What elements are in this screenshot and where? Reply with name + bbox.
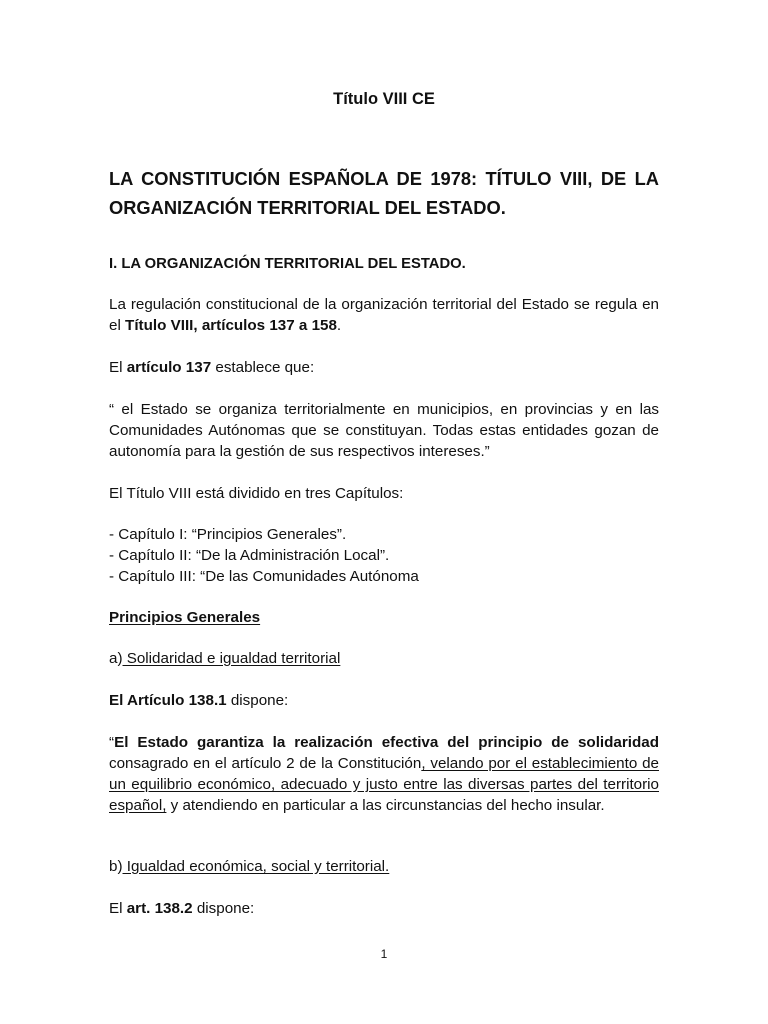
bold-span: El Estado garantiza la realización efectiva del principio de solidaridad — [114, 734, 659, 751]
quote-art1381 — [109, 732, 659, 816]
list-item: - Capítulo III: “De las Comunidades Autónoma — [109, 568, 419, 585]
paragraph-art137-intro — [109, 357, 659, 378]
paragraph-art1382 — [109, 898, 659, 919]
subheading-text: Principios Generales — [109, 609, 261, 626]
underlined-span: , velando por el establecimiento de un equilibrio económico, adecuado y justo entre las diversas partes del territorio español, — [109, 755, 659, 814]
text-span: El — [109, 359, 127, 376]
paragraph-art1381 — [109, 690, 659, 711]
quote-text: “ el Estado se organiza territorialmente en municipios, en provincias y en las Comunidades Autónomas que se constituyan. Todas estas entidades gozan de autonomía para la gestión de sus respectivos intereses.” — [109, 401, 659, 460]
text-span: . — [336, 317, 342, 334]
item-text: Solidaridad e igualdad territorial — [122, 650, 341, 667]
item-a — [109, 648, 659, 669]
bold-span: art. 138.2 — [126, 900, 193, 917]
text-span: La regulación constitucional de la organización territorial del Estado se regula en el — [109, 296, 659, 334]
text-span: establece que: — [211, 359, 315, 376]
bold-span: Título VIII, artículos 137 a 158 — [125, 317, 337, 334]
text-span: “ — [109, 734, 115, 751]
item-label: b) — [109, 858, 123, 875]
section-heading-text: I. LA ORGANIZACIÓN TERRITORIAL DEL ESTADO. — [109, 256, 466, 272]
item-b — [109, 856, 659, 877]
subheading-principios — [109, 607, 659, 628]
main-heading: LA CONSTITUCIÓN ESPAÑOLA DE 1978: TÍTULO VIII, DE LA ORGANIZACIÓN TERRITORIAL DEL ESTADO. — [109, 168, 659, 218]
list-item: - Capítulo II: “De la Administración Local”. — [109, 547, 390, 564]
page-number: 1 — [380, 947, 388, 961]
document-title: Título VIII CE — [333, 90, 435, 108]
bold-span: artículo 137 — [126, 359, 212, 376]
list-item: - Capítulo I: “Principios Generales”. — [109, 526, 347, 543]
text-span: consagrado en el artículo 2 de la Constitución — [109, 755, 422, 772]
quote-art137 — [109, 399, 659, 462]
paragraph-regulation — [109, 294, 659, 336]
item-text: Igualdad económica, social y territorial. — [122, 858, 390, 875]
bold-span: El Artículo 138.1 — [109, 692, 227, 709]
text-span: y atendiendo en particular a las circunstancias del hecho insular. — [166, 797, 605, 814]
chapters-intro-text: El Título VIII está dividido en tres Capítulos: — [109, 485, 404, 502]
text-span: dispone: — [226, 692, 289, 709]
text-span: El — [109, 900, 127, 917]
section-heading — [109, 254, 659, 275]
item-label: a) — [109, 650, 123, 667]
paragraph-chapters-intro — [109, 483, 659, 504]
text-span: dispone: — [192, 900, 255, 917]
chapter-list — [109, 524, 659, 587]
